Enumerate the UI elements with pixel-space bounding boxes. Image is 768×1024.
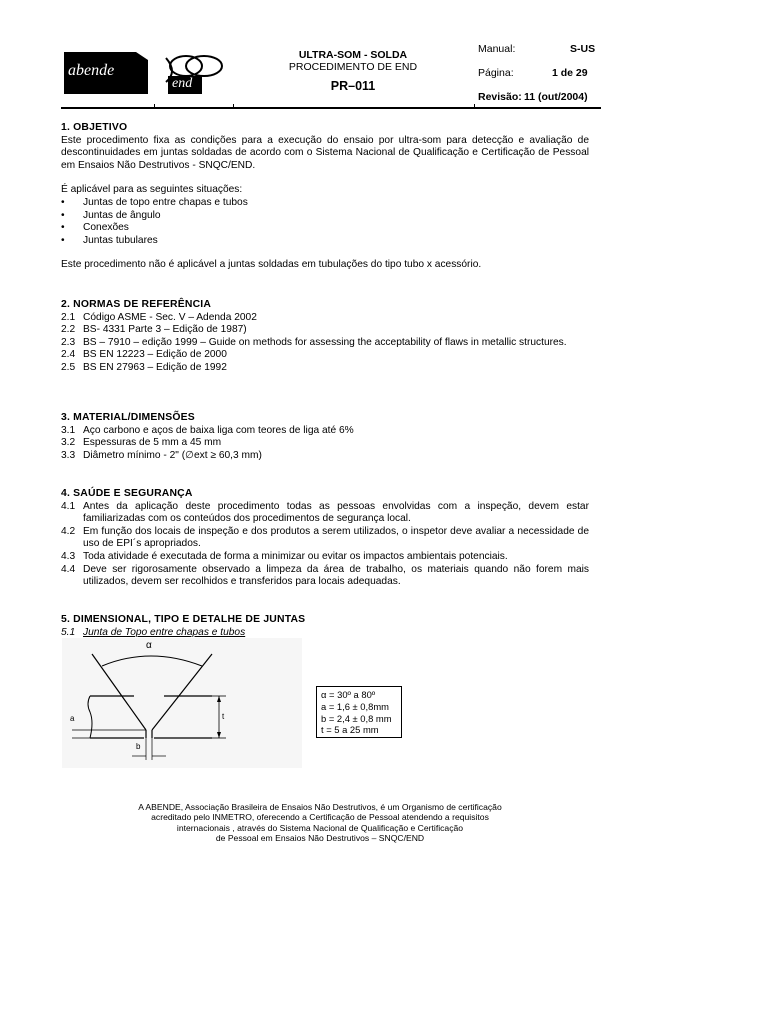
footer-line: A ABENDE, Associação Brasileira de Ensaios Não Destrutivos, é um Organismo de certificação xyxy=(138,802,502,812)
item-text: Espessuras de 5 mm a 45 mm xyxy=(83,437,222,449)
header-divider xyxy=(233,104,234,109)
end-logo-text: end xyxy=(172,76,193,91)
item-text: BS- 4331 Parte 3 – Edição de 1987) xyxy=(83,324,247,336)
item-number: 2.2 xyxy=(61,324,76,336)
item-text: Código ASME - Sec. V – Adenda 2002 xyxy=(83,311,257,323)
bullet-text: Conexões xyxy=(83,222,129,234)
item-number: 2.3 xyxy=(61,336,76,348)
item-text: Toda atividade é executada de forma a minimizar ou evitar os impactos ambientais potenciais. xyxy=(83,550,508,562)
list-item xyxy=(61,437,589,450)
item-text: BS EN 12223 – Edição de 2000 xyxy=(83,349,227,361)
section-normas xyxy=(61,299,589,375)
section-saude xyxy=(61,488,589,589)
meta-value: 1 de 29 xyxy=(552,67,588,79)
meta-label: Revisão: xyxy=(478,91,522,103)
item-number: 4.2 xyxy=(61,525,76,537)
b-label: b xyxy=(136,742,141,751)
item-text: Aço carbono e aços de baixa liga com teores de liga até 6% xyxy=(83,424,354,436)
abende-logo xyxy=(64,52,148,94)
item-number: 3.3 xyxy=(61,449,76,461)
spec-line: a = 1,6 ± 0,8mm xyxy=(321,700,389,712)
item-text: BS – 7910 – edição 1999 – Guide on methods for assessing the acceptability of flaws in metallic structures. xyxy=(83,336,567,348)
list-item xyxy=(61,324,589,337)
footer-line: acreditado pelo INMETRO, oferecendo a Certificação de Pessoal atendendo a requisitos xyxy=(151,812,489,823)
item-number: 3.2 xyxy=(61,437,76,449)
list-item xyxy=(61,501,589,526)
end-logo xyxy=(158,52,228,96)
item-text: Diâmetro mínimo - 2" (∅ext ≥ 60,3 mm) xyxy=(83,449,262,461)
bullet-item: • Conexões xyxy=(61,222,129,234)
list-item xyxy=(61,362,589,375)
meta-row-revision xyxy=(478,85,628,109)
item-text: BS EN 27963 – Edição de 1992 xyxy=(83,361,227,373)
item-text: Em função dos locais de inspeção e dos produtos a serem utilizados, o inspetor deve avaliar a necessidade de uso de EPI´s apropriados. xyxy=(83,525,589,550)
subsection-number: 5.1 xyxy=(61,626,76,638)
meta-row-manual xyxy=(478,37,628,61)
meta-value: S-US xyxy=(570,43,596,55)
subsection-title: Junta de Topo entre chapas e tubos xyxy=(83,626,246,638)
bullet-text: Juntas de topo entre chapas e tubos xyxy=(83,196,248,208)
section-title: 3. MATERIAL/DIMENSÕES xyxy=(61,412,195,423)
section-title: 2. NORMAS DE REFERÊNCIA xyxy=(61,299,212,310)
bullet-item: • Juntas tubulares xyxy=(61,234,158,246)
item-number: 2.1 xyxy=(61,311,76,323)
header-divider xyxy=(474,104,475,109)
alpha-label: α xyxy=(146,640,152,651)
header-title: ULTRA-SOM - SOLDA xyxy=(298,49,408,61)
spec-line: t = 5 a 25 mm xyxy=(321,724,379,736)
section-objetivo xyxy=(61,122,589,272)
bullet-item: • Juntas de ângulo xyxy=(61,209,161,221)
meta-value: 11 (out/2004) xyxy=(524,91,588,103)
list-item xyxy=(61,564,589,589)
section-title: 5. DIMENSIONAL, TIPO E DETALHE DE JUNTAS xyxy=(61,614,306,625)
list-item xyxy=(61,312,589,325)
document-meta xyxy=(478,37,628,109)
butt-joint-drawing xyxy=(62,638,302,768)
item-number: 2.5 xyxy=(61,361,76,373)
footer-line: de Pessoal em Ensaios Não Destrutivos – SNQC/END xyxy=(215,833,425,844)
bullet-text: Juntas de ângulo xyxy=(83,209,161,221)
spec-line: α = 30º a 80º xyxy=(321,689,376,700)
bullet-text: Juntas tubulares xyxy=(83,234,158,246)
paragraph: Este procedimento fixa as condições para a execução do ensaio por ultra-som para detecção e avaliação de descontinuidades em juntas soldadas de acordo com o Sistema Nacional de Qualificação e Certificação de Pessoal em Ensaios Não Destrutivos - SNQC/END. xyxy=(61,134,589,171)
item-number: 2.4 xyxy=(61,349,76,361)
section-material xyxy=(61,412,589,462)
header-subtitle: PROCEDIMENTO DE END xyxy=(288,61,418,73)
item-number: 4.3 xyxy=(61,550,76,562)
meta-label: Manual: xyxy=(478,43,516,55)
footer-line: internacionais , através do Sistema Nacional de Qualificação e Certificação xyxy=(176,822,464,833)
section-dimensional xyxy=(61,614,589,639)
list-item xyxy=(61,425,589,438)
meta-row-page xyxy=(478,61,628,85)
footer-note xyxy=(100,802,540,844)
bullet-item: • Juntas de topo entre chapas e tubos xyxy=(61,196,248,208)
list-item xyxy=(61,450,589,463)
item-number: 4.1 xyxy=(61,500,76,512)
end-logo-graphic xyxy=(158,52,228,96)
t-label: t xyxy=(222,712,225,721)
document-code: PR–011 xyxy=(330,79,376,93)
butt-joint-figure xyxy=(62,638,302,768)
joint-spec-box xyxy=(316,686,402,738)
a-label: a xyxy=(70,714,75,723)
list-item xyxy=(61,551,589,564)
header-rule xyxy=(61,107,601,109)
section-title: 1. OBJETIVO xyxy=(61,122,128,133)
list-item xyxy=(61,526,589,551)
paragraph: É aplicável para as seguintes situações: xyxy=(61,184,243,196)
item-number: 4.4 xyxy=(61,563,76,575)
document-header xyxy=(250,49,456,93)
meta-label: Página: xyxy=(478,67,514,79)
abende-logo-text: abende xyxy=(68,62,115,79)
list-item xyxy=(61,337,589,350)
section-title: 4. SAÚDE E SEGURANÇA xyxy=(61,488,193,499)
item-text: Antes da aplicação deste procedimento todas as pessoas envolvidas com a inspeção, devem estar familiarizadas com os conteúdos dos procedimentos de segurança local. xyxy=(83,500,589,525)
header-divider xyxy=(154,104,155,109)
item-number: 3.1 xyxy=(61,424,76,436)
list-item xyxy=(61,349,589,362)
spec-line: b = 2,4 ± 0,8 mm xyxy=(321,712,392,724)
item-text: Deve ser rigorosamente observado a limpeza da área de trabalho, os materiais quando não forem mais utilizados, devem ser recolhidos e transferidos para locais adequadas. xyxy=(83,563,589,588)
paragraph: Este procedimento não é aplicável a juntas soldadas em tubulações do tipo tubo x acessório. xyxy=(61,259,482,271)
